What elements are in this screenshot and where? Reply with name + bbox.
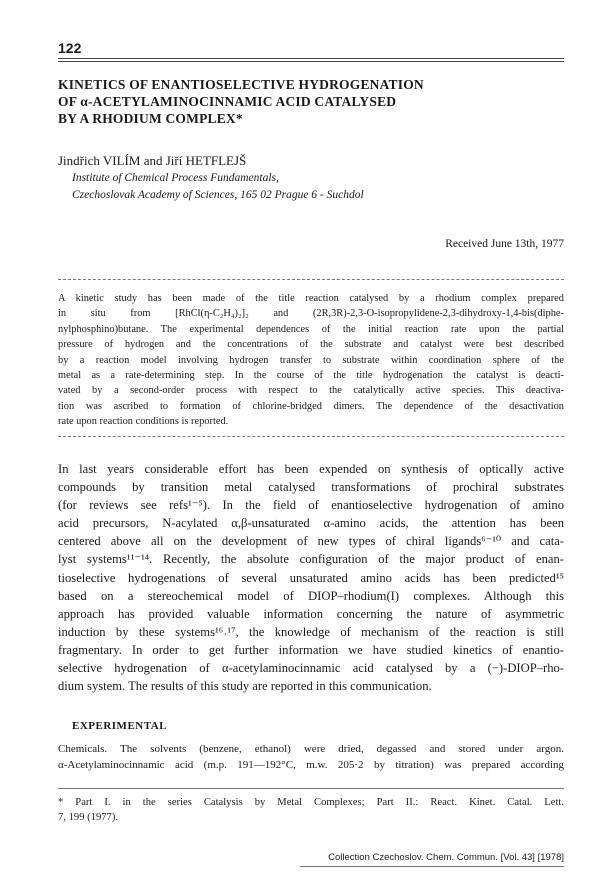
- introduction-paragraph: [58, 460, 564, 695]
- body-line: tioselective hydrogenations of several unsaturated amino acids has been predicted¹⁵: [58, 570, 564, 585]
- title-line: KINETICS OF ENANTIOSELECTIVE HYDROGENATION: [58, 77, 424, 92]
- abstract-line: pressure of hydrogen and the concentrations of the substrate and catalyst were best described: [58, 339, 564, 351]
- body-line: lyst systems¹¹⁻¹⁴. Recently, the absolute configuration of the major product of enan-: [58, 552, 564, 567]
- body-line: (for reviews see refs¹⁻⁵). In the field of enantioselective hydrogenation of amino: [58, 498, 564, 513]
- header-rule: [58, 58, 564, 59]
- footnote: [58, 795, 564, 825]
- section-heading: EXPERIMENTAL: [72, 720, 168, 732]
- footnote-line: 7, 199 (1977).: [58, 812, 119, 823]
- experimental-line: Chemicals. The solvents (benzene, ethanol) were dried, degassed and stored under argon.: [58, 743, 564, 755]
- body-line: In last years considerable effort has been expended on synthesis of optically active: [58, 462, 564, 476]
- abstract-line: A kinetic study has been made of the title reaction catalysed by a rhodium complex prepared: [58, 293, 564, 304]
- body-line: centered above all on the development of new types of chiral ligands⁶⁻¹⁰ and cata-: [58, 534, 564, 549]
- body-line: selective hydrogenation of α-acetylaminocinnamic acid catalysed by a (−)-DIOP–rho-: [58, 661, 564, 676]
- affiliation-line: Institute of Chemical Process Fundamentals,: [72, 172, 279, 184]
- title-line: BY A RHODIUM COMPLEX*: [58, 111, 243, 126]
- abstract-line: nylphosphino)butane. The experimental dependences of the initial reaction rate upon the partial: [58, 323, 564, 335]
- body-line: based on a stereochemical model of DIOP–rhodium(I) complexes. Although this: [58, 588, 564, 603]
- body-line: fragmentary. In order to get further information we have studied kinetics of enantio-: [58, 642, 564, 657]
- body-line: approach has provided valuable information concerning the nature of asymmetric: [58, 606, 564, 621]
- abstract-bottom-rule: [58, 436, 564, 437]
- page-number: 122: [58, 40, 82, 56]
- abstract-line: rate upon reaction conditions is reported.: [58, 416, 229, 428]
- experimental-paragraph: [58, 741, 564, 773]
- authors: Jindřich VILÍM and Jiří HETFLEJŠ: [58, 153, 247, 168]
- experimental-line: α-Acetylaminocinnamic acid (m.p. 191—192°C, m.w. 205·2 by titration) was prepared according: [58, 759, 564, 771]
- body-line: compounds by transition metal catalysed transformations of prochiral substrates: [58, 480, 564, 495]
- body-line: acid precursors, N-acylated α,β-unsaturated α-amino acids, the attention has been: [58, 516, 564, 531]
- footnote-line: * Part I. in the series Catalysis by Metal Complexes; Part II.: React. Kinet. Catal. Lett.: [58, 797, 564, 808]
- header-rule-2: [58, 61, 564, 62]
- body-line: induction by these systems¹⁶˒¹⁷, the knowledge of mechanism of the reaction is still: [58, 624, 564, 639]
- received-date: Received June 13th, 1977: [445, 238, 564, 250]
- abstract-top-rule: [58, 279, 564, 280]
- footer-rule: [300, 866, 564, 867]
- abstract-line: metal as a rate-determining step. In the course of the title hydrogenation the catalyst is deacti-: [58, 370, 564, 382]
- abstract-line: tion was ascribed to formation of chlorine-bridged dimers. The dependence of the desactivation: [58, 400, 564, 412]
- abstract-line: vated by a second-order process with respect to the catalytically active species. This deactiva-: [58, 385, 564, 397]
- footnote-rule: [58, 788, 564, 789]
- title-line: OF α-ACETYLAMINOCINNAMIC ACID CATALYSED: [58, 94, 397, 109]
- body-line: dium system. The results of this study are reported in this communication.: [58, 679, 432, 694]
- abstract: [58, 291, 564, 430]
- abstract-line: by a reaction model involving hydrogen transfer to substrate within coordination sphere of the: [58, 354, 564, 366]
- journal-citation: Collection Czechoslov. Chem. Commun. [Vol. 43] [1978]: [328, 852, 564, 863]
- article-title: [58, 76, 558, 127]
- affiliation: [72, 170, 364, 204]
- abstract-line: in situ from [RhCl(η-C₂H₄)₂]₂ and (2R,3R)-2,3-O-isopropylidene-2,3-dihydroxy-1,4-bis(diphe-: [58, 308, 564, 320]
- affiliation-line: Czechoslovak Academy of Sciences, 165 02 Prague 6 - Suchdol: [72, 189, 364, 201]
